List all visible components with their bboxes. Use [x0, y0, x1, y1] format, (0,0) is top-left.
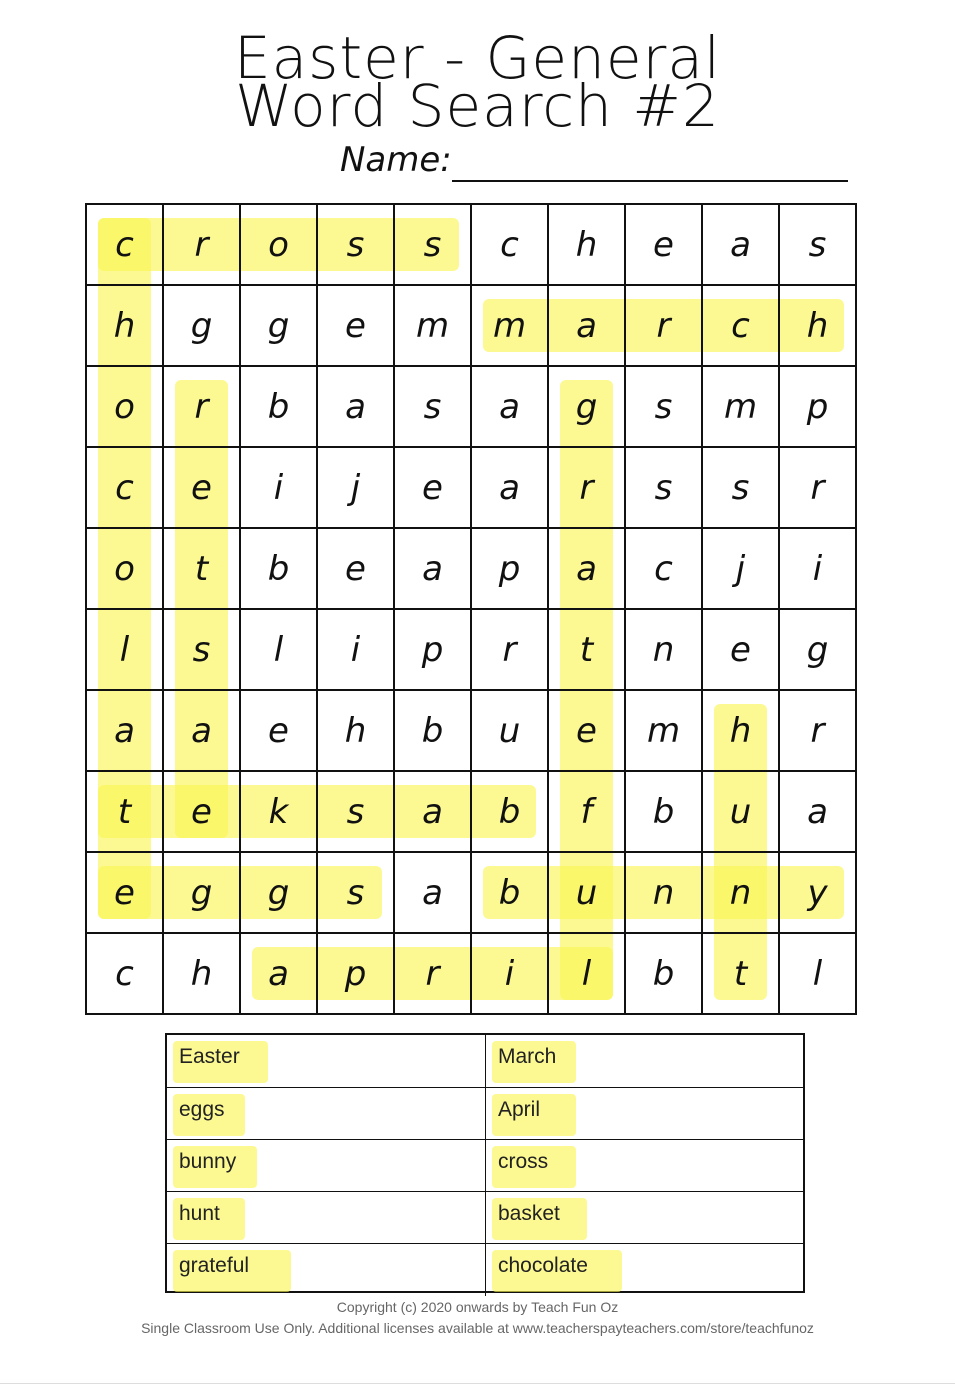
grid-cell[interactable]: e — [191, 467, 212, 508]
grid-cell[interactable]: r — [579, 467, 594, 508]
grid-cell[interactable]: u — [729, 791, 752, 832]
grid-line-horizontal — [85, 1013, 857, 1015]
grid-cell[interactable]: h — [575, 224, 598, 265]
name-write-line[interactable] — [452, 180, 848, 182]
grid-line-horizontal — [85, 770, 857, 772]
grid-cell[interactable]: b — [652, 953, 675, 994]
grid-cell[interactable]: u — [575, 872, 598, 913]
license-text: Single Classroom Use Only. Additional licenses available at www.teacherspayteachers.com/store/teachfunoz — [141, 1320, 814, 1336]
name-label: Name: — [340, 140, 452, 180]
grid-line-horizontal — [85, 932, 857, 934]
grid-cell[interactable]: g — [267, 305, 290, 346]
grid-line-horizontal — [85, 689, 857, 691]
word-list-label: cross — [498, 1150, 549, 1173]
grid-cell[interactable]: k — [268, 791, 289, 832]
grid-cell[interactable]: l — [812, 953, 823, 994]
grid-cell[interactable]: a — [576, 305, 597, 346]
grid-cell[interactable]: t — [579, 629, 594, 670]
grid-cell[interactable]: o — [268, 224, 289, 265]
grid-cell[interactable]: g — [575, 386, 598, 427]
grid-cell[interactable]: s — [346, 872, 365, 913]
grid-cell[interactable]: r — [810, 710, 825, 751]
grid-cell[interactable]: a — [268, 953, 289, 994]
grid-cell[interactable]: p — [498, 548, 521, 589]
word-list-label: bunny — [179, 1150, 237, 1173]
word-list-row — [167, 1139, 803, 1191]
grid-cell[interactable]: t — [117, 791, 132, 832]
word-list-item — [167, 1088, 485, 1140]
grid-cell[interactable]: j — [350, 467, 361, 508]
grid-cell[interactable]: m — [415, 305, 450, 346]
word-list-label: basket — [498, 1202, 560, 1225]
grid-cell[interactable]: a — [114, 710, 135, 751]
grid-cell[interactable]: c — [115, 467, 134, 508]
grid-line-horizontal — [85, 527, 857, 529]
grid-cell[interactable]: s — [423, 386, 442, 427]
grid-cell[interactable]: o — [114, 386, 135, 427]
grid-cell[interactable]: a — [191, 710, 212, 751]
word-list-row — [167, 1087, 803, 1139]
grid-cell[interactable]: b — [652, 791, 675, 832]
grid-line-horizontal — [85, 446, 857, 448]
grid-cell[interactable]: a — [807, 791, 828, 832]
grid-cell[interactable]: f — [580, 791, 593, 832]
grid-cell[interactable]: s — [808, 224, 827, 265]
grid-cell[interactable]: s — [654, 467, 673, 508]
grid-cell[interactable]: h — [190, 953, 213, 994]
grid-cell[interactable]: h — [729, 710, 752, 751]
grid-cell[interactable]: g — [806, 629, 829, 670]
grid-cell[interactable]: u — [498, 710, 521, 751]
grid-cell[interactable]: p — [806, 386, 829, 427]
grid-cell[interactable]: a — [730, 224, 751, 265]
page-bottom-rule — [0, 1383, 955, 1384]
grid-cell[interactable]: c — [115, 224, 134, 265]
grid-cell[interactable]: h — [113, 305, 136, 346]
grid-cell[interactable]: h — [344, 710, 367, 751]
grid-cell[interactable]: g — [267, 872, 290, 913]
grid-cell[interactable]: p — [421, 629, 444, 670]
grid-line-horizontal — [85, 365, 857, 367]
word-list-item — [167, 1192, 485, 1244]
word-list-item — [485, 1192, 803, 1244]
copyright-text: Copyright (c) 2020 onwards by Teach Fun Oz — [336, 1299, 619, 1315]
grid-cell[interactable]: l — [581, 953, 592, 994]
grid-cell[interactable]: r — [194, 224, 209, 265]
worksheet-title-line-1: Easter - General — [233, 24, 722, 92]
word-list-item — [485, 1140, 803, 1192]
grid-cell[interactable]: n — [652, 629, 675, 670]
grid-cell[interactable]: e — [653, 224, 674, 265]
grid-cell[interactable]: s — [731, 467, 750, 508]
word-list-item — [167, 1035, 485, 1087]
grid-cell[interactable]: s — [654, 386, 673, 427]
grid-cell[interactable]: y — [807, 872, 828, 913]
word-list-row — [167, 1191, 803, 1243]
word-list-label: April — [498, 1098, 541, 1121]
name-field — [340, 138, 860, 188]
grid-cell[interactable]: b — [498, 872, 521, 913]
grid-cell[interactable]: b — [498, 791, 521, 832]
word-list-label: March — [498, 1045, 557, 1068]
grid-cell[interactable]: s — [346, 791, 365, 832]
grid-cell[interactable]: b — [267, 548, 290, 589]
word-search-grid — [86, 204, 856, 1014]
grid-cell[interactable]: r — [425, 953, 440, 994]
grid-cell[interactable]: l — [273, 629, 284, 670]
grid-cell[interactable]: a — [422, 548, 443, 589]
grid-cell[interactable]: s — [346, 224, 365, 265]
grid-cell[interactable]: e — [345, 548, 366, 589]
grid-cell[interactable]: s — [192, 629, 211, 670]
word-list-item — [485, 1088, 803, 1140]
grid-line-horizontal — [85, 851, 857, 853]
grid-cell[interactable]: m — [723, 386, 758, 427]
grid-cell[interactable]: e — [730, 629, 751, 670]
word-list-label: Easter — [179, 1045, 240, 1068]
grid-cell[interactable]: i — [350, 629, 361, 670]
grid-cell[interactable]: c — [731, 305, 750, 346]
grid-cell[interactable]: a — [422, 791, 443, 832]
grid-cell[interactable]: e — [268, 710, 289, 751]
grid-cell[interactable]: l — [119, 629, 130, 670]
grid-cell[interactable]: a — [345, 386, 366, 427]
grid-cell[interactable]: c — [500, 224, 519, 265]
grid-line-horizontal — [85, 284, 857, 286]
grid-cell[interactable]: o — [114, 548, 135, 589]
grid-cell[interactable]: e — [576, 710, 597, 751]
word-list-item — [485, 1244, 803, 1296]
grid-cell[interactable]: r — [194, 386, 209, 427]
grid-line-horizontal — [85, 608, 857, 610]
grid-cell[interactable]: g — [190, 305, 213, 346]
grid-cell[interactable]: e — [114, 872, 135, 913]
grid-cell[interactable]: h — [806, 305, 829, 346]
grid-cell[interactable]: a — [576, 548, 597, 589]
grid-cell[interactable]: e — [422, 467, 443, 508]
grid-cell[interactable]: i — [504, 953, 515, 994]
grid-cell[interactable]: r — [502, 629, 517, 670]
word-list-row — [167, 1243, 803, 1295]
word-list-label: eggs — [179, 1098, 225, 1121]
grid-cell[interactable]: p — [344, 953, 367, 994]
grid-cell[interactable]: e — [191, 791, 212, 832]
grid-cell[interactable]: a — [499, 467, 520, 508]
grid-cell[interactable]: e — [345, 305, 366, 346]
word-list-table — [165, 1033, 805, 1293]
grid-cell[interactable]: s — [423, 224, 442, 265]
grid-cell[interactable]: b — [267, 386, 290, 427]
grid-cell[interactable]: i — [812, 548, 823, 589]
word-list-row — [167, 1035, 803, 1087]
word-list-item — [167, 1140, 485, 1192]
grid-cell[interactable]: g — [190, 872, 213, 913]
grid-cell[interactable]: t — [733, 953, 748, 994]
word-list-label: chocolate — [498, 1254, 588, 1277]
grid-cell[interactable]: c — [654, 548, 673, 589]
grid-cell[interactable]: n — [652, 872, 675, 913]
grid-cell[interactable]: r — [656, 305, 671, 346]
grid-cell[interactable]: b — [421, 710, 444, 751]
grid-cell[interactable]: i — [273, 467, 284, 508]
word-list-item — [167, 1244, 485, 1296]
word-list-label: hunt — [179, 1202, 220, 1225]
word-list-label: grateful — [179, 1254, 250, 1277]
grid-cell[interactable]: n — [729, 872, 752, 913]
grid-cell[interactable]: j — [735, 548, 746, 589]
grid-cell[interactable]: m — [646, 710, 681, 751]
word-list-item — [485, 1035, 803, 1087]
grid-cell[interactable]: a — [422, 872, 443, 913]
grid-cell[interactable]: c — [115, 953, 134, 994]
grid-cell[interactable]: r — [810, 467, 825, 508]
grid-cell[interactable]: a — [499, 386, 520, 427]
worksheet-title-line-2: Word Search #2 — [235, 72, 720, 140]
grid-cell[interactable]: m — [492, 305, 527, 346]
grid-line-horizontal — [85, 203, 857, 205]
grid-cell[interactable]: t — [194, 548, 209, 589]
